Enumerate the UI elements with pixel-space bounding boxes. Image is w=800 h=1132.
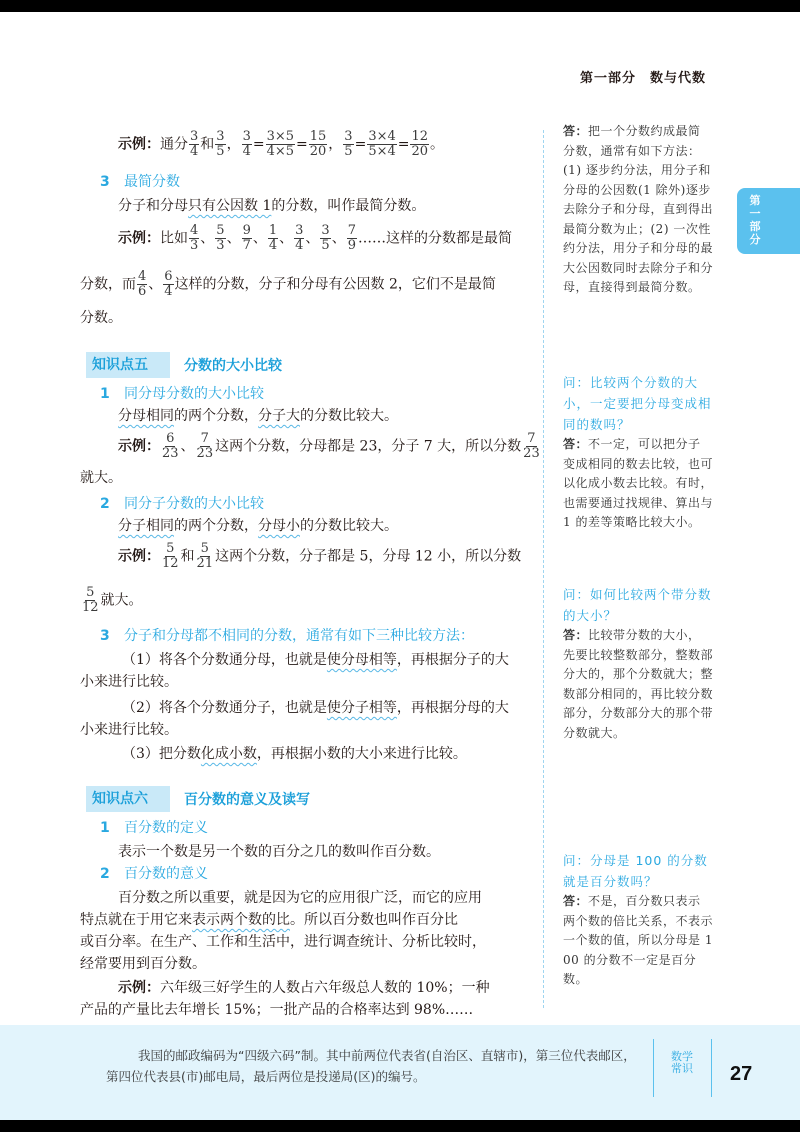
footer-category: 数学常识: [671, 1050, 693, 1075]
fraction: $\frac{3}{4}$: [242, 129, 251, 159]
example-same-denominator: 示例： $\frac{6}{23}$ 、 $\frac{7}{23}$ 这两个分数，分母都是 23，分子 7 大，所以分数 $\frac{7}{23}$: [118, 431, 540, 461]
footer-divider: [711, 1039, 712, 1097]
footer-divider: [653, 1039, 654, 1097]
fraction: $\frac{3}{5}$: [216, 129, 225, 159]
sidebar-qa-1: 答：把一个分数约成最简分数，通常有如下方法：(1) 逐步约分法，用分子和分母的公因数(1 除外)逐步去除分子和分母，直到得出最简分数为止；(2) 一次性约分法，用分子和分母的最大公因数同时去除分子和分母，直接得到最简分数。: [563, 124, 714, 294]
rule-same-denominator: 分母相同的两个分数，分子大的分数比较大。: [118, 408, 398, 424]
sidebar-question: 问：如何比较两个带分数的大小？: [563, 587, 712, 623]
method-1: （1）将各个分数通分母，也就是使分母相等，再根据分子的大: [122, 652, 509, 668]
knowledge-point-tag: 知识点五: [86, 352, 170, 378]
knowledge-point-title: 分数的大小比较: [184, 358, 282, 374]
sidebar-question: 问：比较两个分数的大小，一定要把分母变成相同的数吗？: [563, 375, 712, 432]
knowledge-point-tag: 知识点六: [86, 786, 170, 812]
page-number: 27: [730, 1063, 753, 1085]
running-head: 第一部分 数与代数: [580, 71, 707, 86]
subheading-different-fractions: 3 分子和分母都不相同的分数，通常有如下三种比较方法：: [100, 628, 474, 644]
knowledge-point-5-header: [86, 352, 282, 378]
part-side-tab: [737, 188, 800, 254]
fraction: $\frac{12}{20}$: [411, 129, 429, 159]
fraction: $\frac{3\times 5}{4\times 5}$: [266, 129, 295, 159]
sidebar-question: 问：分母是 100 的分数就是百分数吗？: [563, 853, 708, 889]
subheading-same-numerator: 2 同分子分数的大小比较: [100, 496, 264, 512]
rule-same-numerator: 分子相同的两个分数，分母小的分数比较大。: [118, 518, 398, 534]
example-same-numerator-line2: $\frac{5}{12}$ 就大。: [82, 585, 143, 615]
sidebar-qa-4: 问：分母是 100 的分数就是百分数吗？ 答：不是，百分数只表示两个数的倍比关系，不表示一个数的值，所以分母是 100 的分数不一定是百分数。: [563, 850, 713, 990]
subheading-same-denominator: 1 同分母分数的大小比较: [100, 386, 264, 402]
knowledge-point-6-header: [86, 786, 310, 812]
textbook-page: 第一部分 数与代数 第 一 部 分 示例：通分 $\frac{3}{4}$ 和 $\frac{3}{5}$ ， $\frac{3}{4}$ = $\frac{3\times 5}{4\times 5}$ = $\frac{15}{20}$ ， $\frac{3}{5}$ = $\frac{3\times 4}{5\times 4}$ = $\frac{12}{20}$ 。 3 最简分数 分子和分母只有公因数 1的分数，叫作最简分数。 示例：比如 $\frac{4}{3}$ 、 $\frac{5}{3}$ 、 $\frac{9}{7}$ 、 $\frac{1}{4}$ 、 $\frac{3}{4}$ 、 $\frac{3}{5}$ 、 $\frac{7}{9}$ ……这样的分数都是最简 分数，而 $\frac{4}{6}$ 、 $\frac{6}{4}$ 这样的分数，分子和分母有公因数 2，它们不是最简 分数。 知识点五 分数的大小比较 1 同分母分数的大小比较 分母相同的两个分数，分子大的分数比较大。 示例： $\frac{6}{23}$ 、 $\frac{7}{23}$ 这两个分数，分母都是 23，分子 7 大，所以分数 $\frac{7}{23}$ 就大。 2 同分子分数的大小比较 分子相同的两个分数，分母小的分数比较大。 示例： $\frac{5}{12}$ 和 $\frac{5}{21}$ 这两个分数，分子都是 5，分母 12 小，所以分数 $\frac{5}{12}$ 就大。 3 分子和分母都不相同的分数，通常有如下三种比较方法： （1）将各个分数通分母，也就是使分母相等，再根据分子的大 小来进行比较。 （2）将各个分数通分子，也就是使分子相等，再根据分母的大 小来进行比较。 （3）把分数化成小数，再根据小数的大小来进行比较。 知识点六 百分数的意义及读写 1 百分数的定义 表示一个数是另一个数的百分之几的数叫作百分数。 2 百分数的意义 百分数之所以重要，就是因为它的应用很广泛，而它的应用 特点就在于用它来表示两个数的比。所以百分数也叫作百分比 或百分率。在生产、工作和生活中，进行调查统计、分析比较时， 经常要用到百分数。 示例：六年级三好学生的人数占六年级总人数的 10%；一种 产品的产量比去年增长 15%；一批产品的合格率达到 98%…… 答：把一个分数约成最简分数，通常有如下方法：(1) 逐步约分法，用分子和分母的公因数(1 除外)逐步去除分子和分母，直到得出最简分数为止；(2) 一次性约分法，用分子和分母的最大公因数同时去除分子和分母，直接得到最简分数。 问：比较两个分数的大小，一定要把分母变成相同的数吗？ 答：不一定，可以把分子变成相同的数去比较，也可以化成小数去比较。有时，也需要通过找规律、算出与 1 的差等策略比较大小。 问：如何比较两个带分数的大小？ 答：比较带分数的大小，先要比较整数部分，整数部分大的，那个分数就大；整数部分相同的，再比较分数部分，分数部分大的那个带分数就大。 问：分母是 100 的分数就是百分数吗？ 答：不是，百分数只表示两个数的倍比关系，不表示一个数的值，所以分母是 100 的分数不一定是百分数。 我国的邮政编码为“四级六码”制。其中前两位代表省(自治区、直辖市)，第三位代表邮区，第四位代表县(市)邮电局，最后两位是投递局(区)的编号。 数学常识 27: [0, 12, 800, 1120]
column-divider: [543, 130, 544, 1008]
example-simplest-fractions: 示例：比如 $\frac{4}{3}$ 、 $\frac{5}{3}$ 、 $\frac{9}{7}$ 、 $\frac{1}{4}$ 、 $\frac{3}{4}$ 、 $\frac{3}{5}$ 、 $\frac{7}{9}$ ……这样的分数都是最简: [118, 223, 512, 253]
fraction: $\frac{3\times 4}{5\times 4}$: [368, 129, 396, 159]
knowledge-point-title: 百分数的意义及读写: [184, 792, 310, 808]
percent-example: 示例：六年级三好学生的人数占六年级总人数的 10%；一种: [118, 980, 490, 996]
sidebar-qa-2: 问：比较两个分数的大小，一定要把分母变成相同的数吗？ 答：不一定，可以把分子变成相同的数去比较，也可以化成小数去比较。有时，也需要通过找规律、算出与 1 的差等策略比较大小。: [563, 372, 713, 533]
fraction: $\frac{3}{4}$: [190, 129, 199, 159]
wavy-emphasis: 只有公因数 1: [188, 198, 272, 214]
example-same-numerator: 示例： $\frac{5}{12}$ 和 $\frac{5}{21}$ 这两个分数，分子都是 5，分母 12 小，所以分数: [118, 541, 522, 571]
definition-simplest-fraction: 分子和分母只有公因数 1的分数，叫作最简分数。: [118, 198, 426, 214]
subheading-simplest-fraction: 3 最简分数: [100, 174, 180, 190]
method-3: （3）把分数化成小数，再根据小数的大小来进行比较。: [122, 746, 467, 762]
sidebar-qa-3: 问：如何比较两个带分数的大小？ 答：比较带分数的大小，先要比较整数部分，整数部分大的，那个分数就大；整数部分相同的，再比较分数部分，分数部分大的那个带分数就大。: [563, 584, 713, 743]
subheading-percent-meaning: 2 百分数的意义: [100, 866, 208, 882]
example-simplest-line2: 分数，而 $\frac{4}{6}$ 、 $\frac{6}{4}$ 这样的分数，分子和分母有公因数 2，它们不是最简: [80, 269, 496, 299]
method-2: （2）将各个分数通分子，也就是使分子相等，再根据分母的大: [122, 700, 509, 716]
fraction: $\frac{3}{5}$: [344, 129, 353, 159]
example-simplest-line3: 分数。: [80, 310, 122, 326]
page-footer: [0, 1025, 800, 1120]
fraction: $\frac{15}{20}$: [309, 129, 327, 159]
side-tab-label: 第 一 部 分: [749, 194, 761, 246]
subheading-percent-definition: 1 百分数的定义: [100, 820, 208, 836]
example-common-denominator: 示例：通分 $\frac{3}{4}$ 和 $\frac{3}{5}$ ， $\frac{3}{4}$ = $\frac{3\times 5}{4\times 5}$ = $\frac{15}{20}$ ， $\frac{3}{5}$ = $\frac{3\times 4}{5\times 4}$ = $\frac{12}{20}$ 。: [118, 129, 445, 159]
footer-note: 我国的邮政编码为“四级六码”制。其中前两位代表省(自治区、直辖市)，第三位代表邮区，第四位代表县(市)邮电局，最后两位是投递局(区)的编号。: [106, 1048, 636, 1084]
percent-definition: 表示一个数是另一个数的百分之几的数叫作百分数。: [118, 844, 440, 860]
